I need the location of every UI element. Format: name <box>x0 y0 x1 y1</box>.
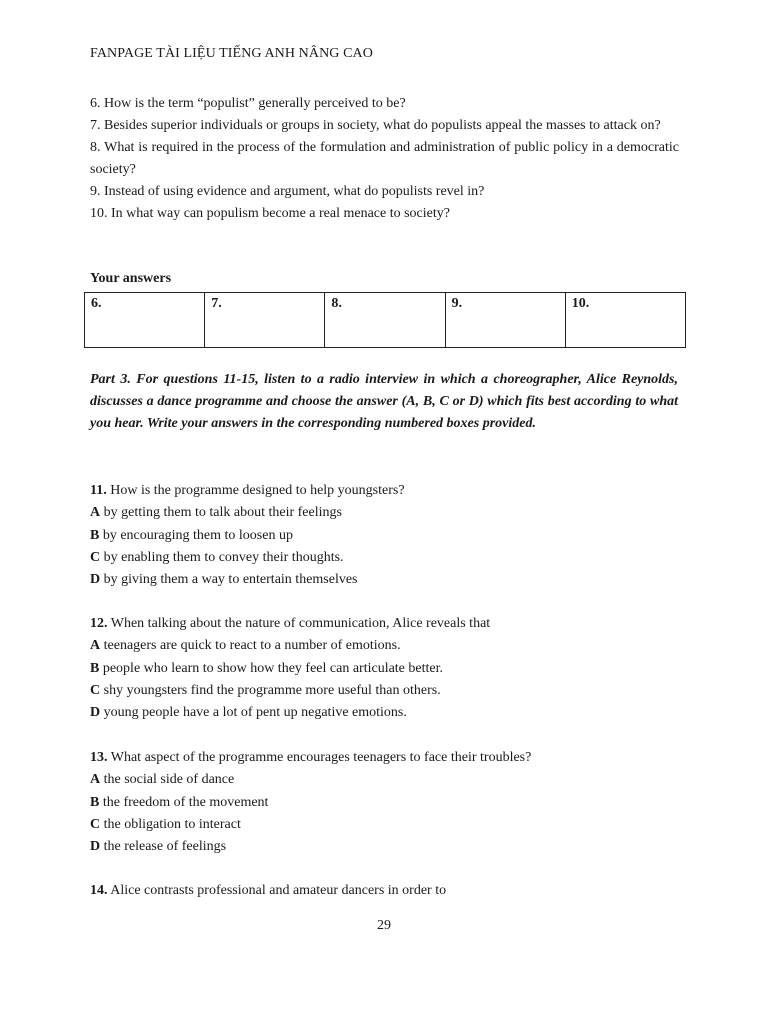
question-7: 7. Besides superior individuals or groups in society, what do populists appeal the masses to attack on? <box>90 118 661 133</box>
question-14 <box>90 880 679 902</box>
option-letter: D <box>90 839 101 855</box>
option-c[interactable] <box>90 680 679 702</box>
question-12 <box>90 613 679 724</box>
option-d[interactable] <box>90 702 679 724</box>
option-letter: C <box>90 816 101 832</box>
question-stem <box>90 747 679 769</box>
option-text: people who learn to show how they feel can articulate better. <box>99 660 443 676</box>
question-11 <box>90 480 679 591</box>
option-letter: D <box>90 572 101 588</box>
page-header: FANPAGE TÀI LIỆU TIẾNG ANH NÂNG CAO <box>90 46 373 61</box>
option-letter: B <box>90 527 100 543</box>
option-text: young people have a lot of pent up negative emotions. <box>100 705 407 721</box>
question-8: 8. What is required in the process of the formulation and administration of public policy in a democratic society? <box>90 140 679 177</box>
question-number: 12. <box>90 616 108 631</box>
questions-6-10 <box>90 93 679 225</box>
option-text: by enabling them to convey their thoughts. <box>100 549 344 565</box>
option-a[interactable] <box>90 502 679 524</box>
option-letter: A <box>90 638 101 654</box>
answer-cell-9[interactable]: 9. <box>445 293 565 348</box>
part3-instructions: Part 3. For questions 11-15, listen to a radio interview in which a choreographer, Alice Reynolds, discusses a dance programme and choose the answer (A, B, C or D) which fits best according to what you hear. Write your answers in the corresponding numbered boxes provided. <box>90 372 678 431</box>
question-number: 13. <box>90 750 108 765</box>
option-c[interactable] <box>90 547 679 569</box>
answers-label: Your answers <box>90 271 172 286</box>
option-c[interactable] <box>90 814 679 836</box>
question-6: 6. How is the term “populist” generally perceived to be? <box>90 96 406 111</box>
question-13 <box>90 747 679 858</box>
option-d[interactable] <box>90 569 679 591</box>
question-9: 9. Instead of using evidence and argument, what do populists revel in? <box>90 184 485 199</box>
option-letter: C <box>90 682 101 698</box>
answer-cell-10[interactable]: 10. <box>565 293 685 348</box>
question-number: 11. <box>90 483 107 498</box>
question-10: 10. In what way can populism become a real menace to society? <box>90 206 450 221</box>
question-text: How is the programme designed to help youngsters? <box>106 483 405 498</box>
page-number: 29 <box>377 918 391 933</box>
answer-cell-6[interactable]: 6. <box>85 293 205 348</box>
option-letter: B <box>90 660 100 676</box>
option-b[interactable] <box>90 792 679 814</box>
option-text: the social side of dance <box>100 772 235 788</box>
option-letter: B <box>90 794 100 810</box>
question-text: When talking about the nature of communication, Alice reveals that <box>107 616 491 631</box>
option-letter: A <box>90 772 101 788</box>
question-text: Alice contrasts professional and amateur dancers in order to <box>107 883 447 898</box>
option-letter: C <box>90 549 101 565</box>
option-letter: D <box>90 705 101 721</box>
answers-table <box>84 292 686 348</box>
option-a[interactable] <box>90 635 679 657</box>
option-letter: A <box>90 505 101 521</box>
option-text: the release of feelings <box>100 839 227 855</box>
question-text: What aspect of the programme encourages teenagers to face their troubles? <box>107 750 532 765</box>
option-text: the obligation to interact <box>100 816 241 832</box>
option-text: the freedom of the movement <box>99 794 269 810</box>
option-b[interactable] <box>90 658 679 680</box>
option-text: by getting them to talk about their feelings <box>100 505 342 521</box>
question-stem <box>90 880 679 902</box>
question-stem <box>90 613 679 635</box>
answer-cell-8[interactable]: 8. <box>325 293 445 348</box>
answer-cell-7[interactable]: 7. <box>205 293 325 348</box>
option-text: by giving them a way to entertain themselves <box>100 572 358 588</box>
option-text: by encouraging them to loosen up <box>99 527 293 543</box>
question-number: 14. <box>90 883 108 898</box>
option-text: shy youngsters find the programme more useful than others. <box>100 682 441 698</box>
option-b[interactable] <box>90 525 679 547</box>
option-d[interactable] <box>90 836 679 858</box>
option-a[interactable] <box>90 769 679 791</box>
option-text: teenagers are quick to react to a number of emotions. <box>100 638 401 654</box>
question-stem <box>90 480 679 502</box>
